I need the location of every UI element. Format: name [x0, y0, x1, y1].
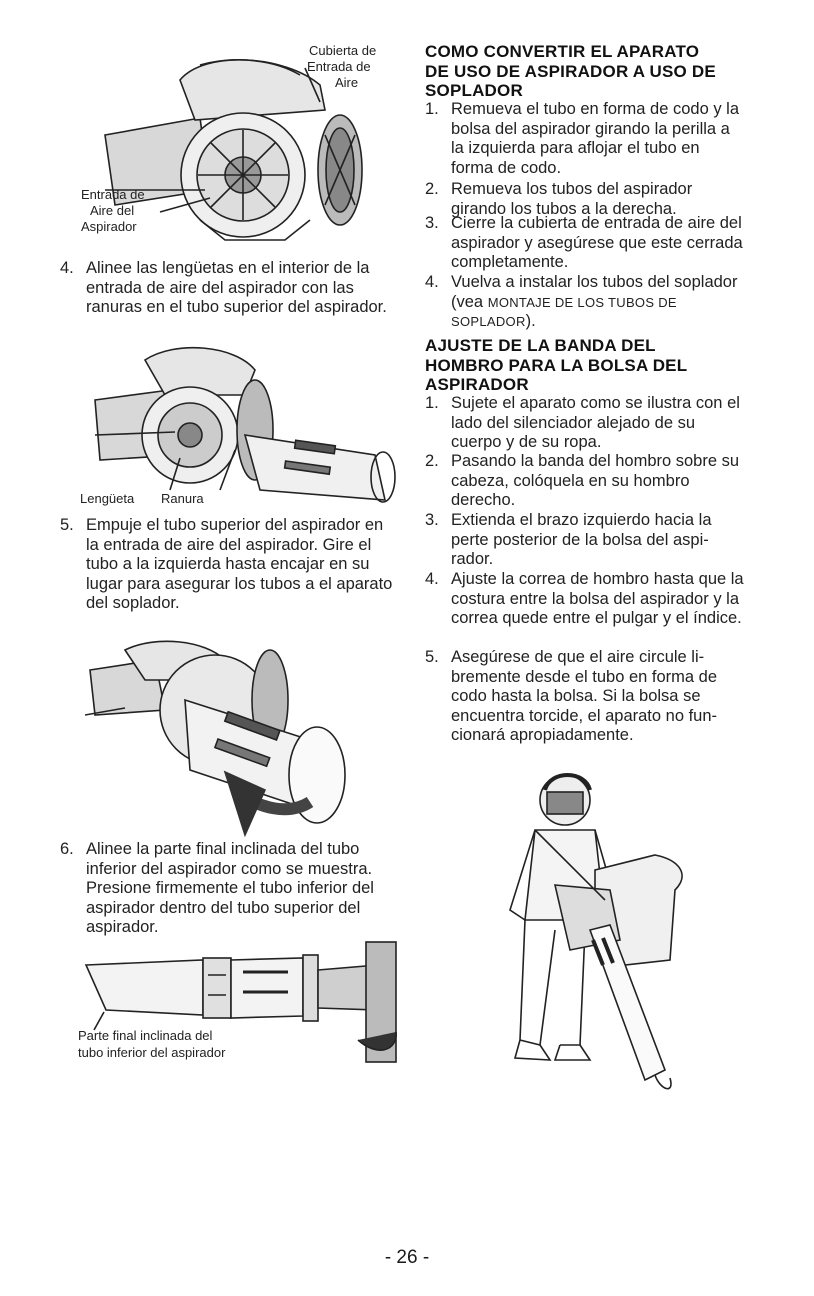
label-inlet-cover: Entrada de [307, 59, 371, 74]
convert-step-1: 1. Remueva el tubo en forma de codo y la bolsa del aspirador girando la perilla a la izquierda para aflojar el tubo en forma de codo. [425, 100, 740, 177]
label-angled-end: Parte final inclinada del [78, 1028, 213, 1043]
section-heading-convert: COMO CONVERTIR EL APARATO DE USO DE ASPIRADOR A USO DE SOPLADOR [425, 42, 716, 100]
vacuum-step-5: 5. Empuje el tubo superior del aspirador en la entrada de aire del aspirador. Gire el tubo a la izquierda hasta encajar en su lugar para asegurar los tubos a el aparato del soplador. [60, 516, 393, 612]
label-vacuum-inlet: Aire del [90, 203, 135, 218]
vacuum-step-4: 4. Alinee las lengüetas en el interior de la entrada de aire del aspirador con las ranuras en el tubo superior del aspirador. [60, 259, 387, 316]
page-number: - 26 - [384, 1247, 430, 1268]
convert-step-4: 4. Vuelva a instalar los tubos del soplador (vea MONTAJE DE LOS TUBOS DE SOPLADOR). [425, 273, 738, 330]
strap-step-5: 5. Asegúrese de que el aire circule li- bremente desde el tubo en forma de codo hasta la bolsa. Si la bolsa se encuentra torcide, el aparato no fun- cionará apropiadamente. [425, 648, 718, 744]
label-inlet-cover: Aire [335, 75, 359, 90]
label-vacuum-inlet: Aspirador [81, 219, 137, 234]
strap-step-3: 3. Extienda el brazo izquierdo hacia la perte posterior de la bolsa del aspi- rador. [425, 511, 712, 568]
strap-step-1: 1. Sujete el aparato como se ilustra con el lado del silenciador alejado de su cuerpo y de su ropa. [425, 394, 740, 451]
section-heading-strap: AJUSTE DE LA BANDA DEL HOMBRO PARA LA BOLSA DEL ASPIRADOR [425, 336, 688, 394]
vacuum-step-6: 6. Alinee la parte final inclinada del tubo inferior del aspirador como se muestra. Presione firmemente el tubo inferior del aspirador dentro del tubo superior del aspirador. [60, 840, 374, 936]
cross-reference: MONTAJE DE LOS TUBOS DE SOPLADOR [451, 294, 677, 329]
operator-illustration [495, 760, 695, 1105]
convert-step-2: 2. Remueva los tubos del aspirador girando los tubos a la derecha. [425, 180, 693, 218]
figure-angled-tube [78, 940, 398, 1070]
strap-step-4: 4. Ajuste la correa de hombro hasta que la costura entre la bolsa del aspirador y la correa quede entre el pulgar y el índice. [425, 570, 744, 627]
label-vacuum-inlet: Entrada de [81, 187, 145, 202]
label-inlet-cover: Cubierta de [309, 43, 377, 58]
strap-step-2: 2. Pasando la banda del hombro sobre su cabeza, colóquela en su hombro derecho. [425, 452, 740, 509]
rotate-tube-illustration [85, 640, 360, 840]
figure-rotate-tube [85, 640, 360, 840]
tab-slot-illustration [85, 340, 405, 510]
label-angled-end: tubo inferior del aspirador [78, 1045, 226, 1060]
convert-step-3: 3. Cierre la cubierta de entrada de aire del aspirador y asegúrese que este cerrada completamente. [425, 214, 743, 271]
figure-tab-slot [80, 340, 405, 510]
label-tab: Lengüeta [80, 491, 135, 506]
figure-inlet-cover [81, 40, 395, 255]
label-slot: Ranura [161, 491, 204, 506]
figure-operator [495, 760, 695, 1105]
